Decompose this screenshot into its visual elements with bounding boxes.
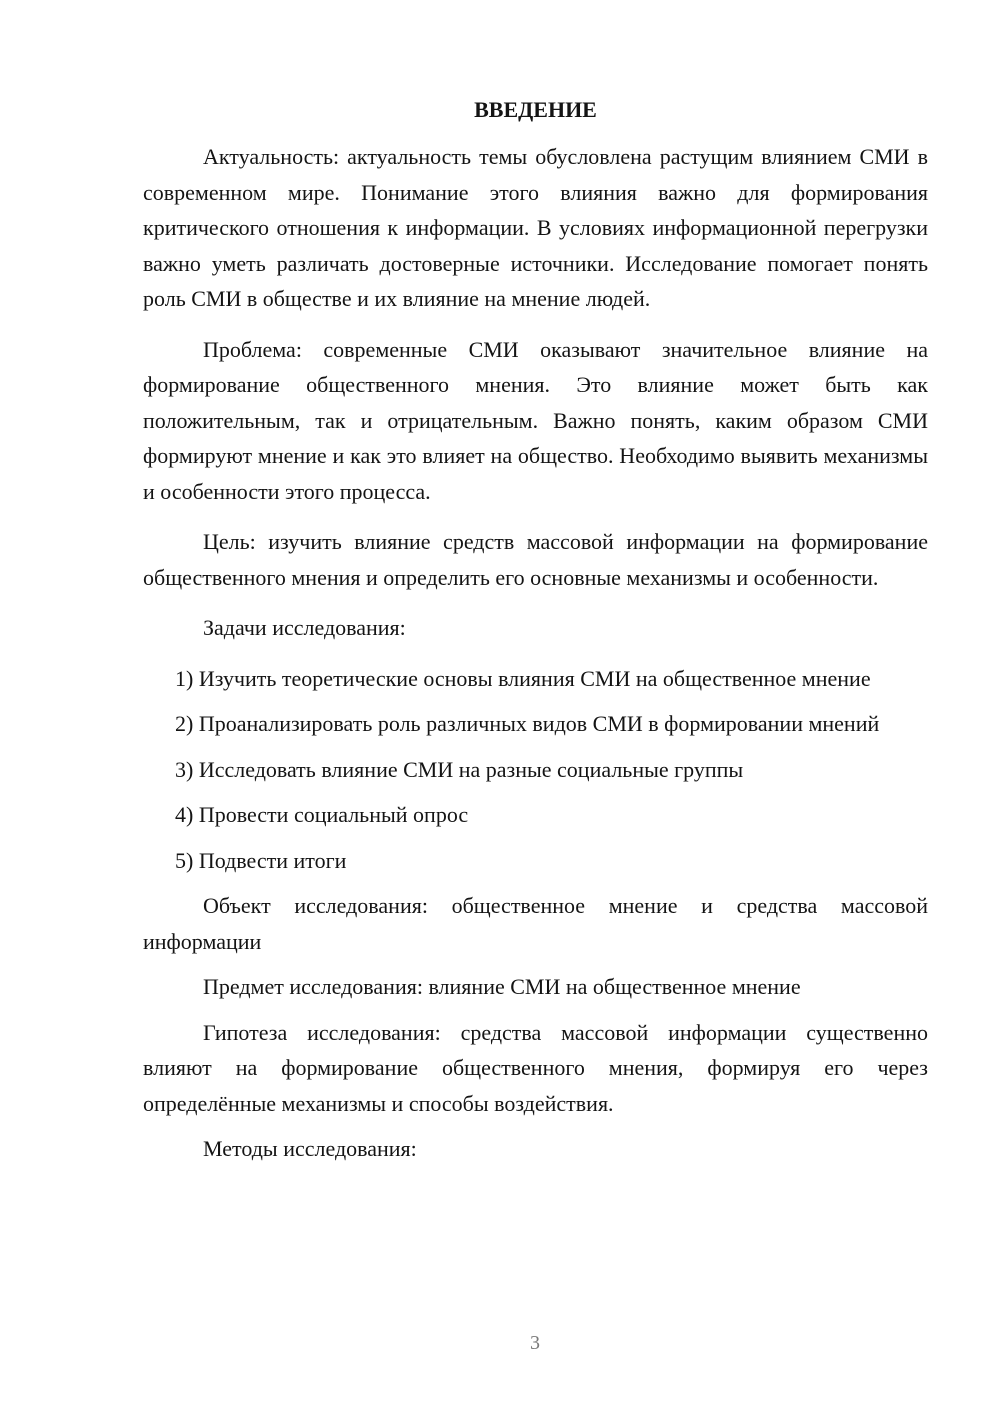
object-paragraph: Объект исследования: общественное мнение и средства массовой информации [143,893,928,954]
goal-paragraph: Цель: изучить влияние средств массовой информации на формирование общественного мнения и определить его основные механизмы и особенности. [143,529,928,590]
list-item: 3) Исследовать влияние СМИ на разные социальные группы [175,756,744,782]
list-item: 5) Подвести итоги [175,847,347,873]
hypothesis-paragraph: Гипотеза исследования: средства массовой информации существенно влияют на формирование общественного мнения, формируя его через определённые механизмы и способы воздействия. [143,1019,928,1116]
subject-paragraph: Предмет исследования: влияние СМИ на общественное мнение [203,974,801,999]
relevance-paragraph: Актуальность: актуальность темы обусловлена растущим влиянием СМИ в современном мире. Понимание этого влияния важно для формирования критического отношения к информации. В условиях информационной перегрузки важно уметь различать достоверные источники. Исследование помогает понять роль СМИ в обществе и их влияние на мнение людей. [143,144,928,311]
page-number: 3 [530,1332,540,1354]
list-item: 1) Изучить теоретические основы влияния СМИ на общественное мнение [175,665,871,691]
section-heading: ВВЕДЕНИЕ [474,97,597,122]
list-item: 2) Проанализировать роль различных видов СМИ в формировании мнений [175,711,880,736]
tasks-list [143,661,928,879]
problem-paragraph: Проблема: современные СМИ оказывают значительное влияние на формирование общественного мнения. Это влияние может быть как положительным, так и отрицательным. Важно понять, каким образом СМИ формируют мнение и как это влияет на общество. Необходимо выявить механизмы и особенности этого процесса. [143,336,928,504]
tasks-title: Задачи исследования: [203,615,406,640]
list-item: 4) Провести социальный опрос [175,802,469,827]
document-page [143,92,928,1177]
methods-title: Методы исследования: [203,1136,417,1161]
